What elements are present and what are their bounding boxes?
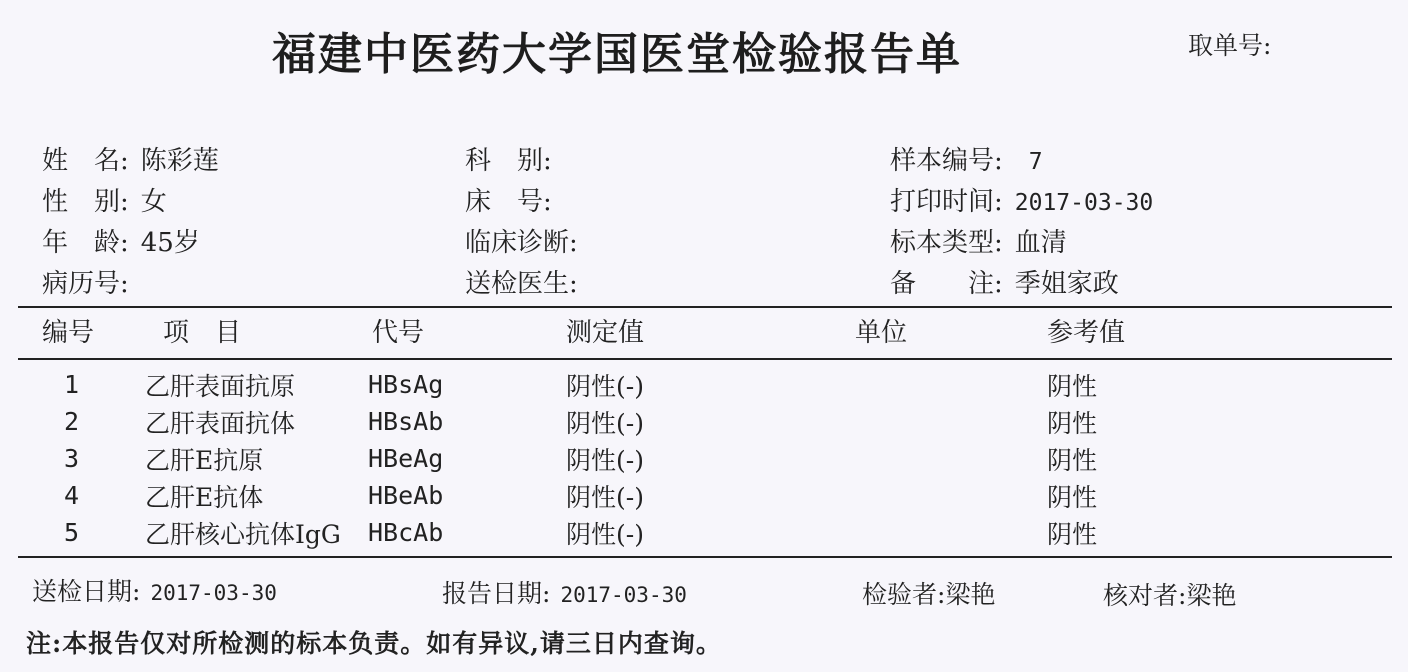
sample-type: 血清	[1014, 228, 1067, 258]
submit-date-field	[32, 572, 277, 608]
submit-date: 2017-03-30	[150, 581, 277, 605]
row-code: HBcAb	[368, 518, 444, 547]
checker-name: 梁艳	[1186, 581, 1237, 610]
patient-sex: 女	[140, 187, 167, 217]
row-value: 阴性(-)	[566, 483, 644, 512]
print-time-label: 打印时间:	[890, 187, 1003, 217]
header-reference: 参考值	[1047, 318, 1126, 348]
checker-label: 核对者:	[1103, 581, 1187, 610]
tester-field	[862, 575, 995, 611]
report-title: 福建中医药大学国医堂检验报告单	[272, 29, 962, 80]
row-item: 乙肝表面抗体	[145, 409, 296, 438]
clinical-diagnosis-label: 临床诊断:	[465, 228, 578, 258]
row-item: 乙肝表面抗原	[145, 372, 296, 401]
bed-number-label: 床 号:	[465, 187, 552, 217]
row-code: HBeAg	[368, 444, 444, 473]
patient-sex-label: 性 别:	[42, 187, 129, 217]
row-code: HBsAb	[368, 407, 444, 436]
print-time-field	[890, 181, 1153, 218]
patient-age-label: 年 龄:	[42, 228, 129, 258]
medical-record-field	[42, 263, 129, 300]
sample-type-label: 标本类型:	[890, 228, 1003, 258]
patient-name-label: 姓 名:	[42, 146, 129, 176]
sample-number: 7	[1028, 149, 1043, 175]
tester-name: 梁艳	[945, 580, 996, 609]
row-reference: 阴性	[1047, 520, 1098, 549]
row-number: 3	[64, 444, 80, 473]
medical-record-label: 病历号:	[42, 269, 129, 299]
pickup-number-label: 取单号:	[1188, 31, 1272, 60]
patient-age: 45岁	[140, 228, 200, 258]
header-value: 测定值	[566, 318, 645, 348]
patient-age-field	[42, 222, 200, 259]
department-label: 科 别:	[465, 146, 552, 176]
referring-doctor-label: 送检医生:	[465, 269, 578, 299]
row-reference: 阴性	[1047, 372, 1098, 401]
row-value: 阴性(-)	[566, 409, 644, 438]
header-code: 代号	[372, 318, 425, 348]
patient-name: 陈彩莲	[140, 146, 219, 176]
row-item: 乙肝E抗体	[145, 483, 264, 512]
patient-sex-field	[42, 181, 167, 218]
remark-field	[890, 263, 1119, 300]
sample-number-field	[890, 140, 1043, 177]
header-item: 项 目	[163, 318, 242, 348]
sample-type-field	[890, 222, 1067, 259]
row-reference: 阴性	[1047, 483, 1098, 512]
sample-number-label: 样本编号:	[890, 146, 1003, 176]
remark-label: 备 注:	[890, 269, 1003, 299]
row-number: 2	[64, 407, 80, 436]
print-time: 2017-03-30	[1014, 190, 1154, 216]
report-date-field	[442, 574, 687, 610]
report-date-label: 报告日期:	[442, 579, 551, 608]
disclaimer-note: 注:本报告仅对所检测的标本负责。如有异议,请三日内查询。	[26, 629, 722, 658]
row-reference: 阴性	[1047, 446, 1098, 475]
remark: 季姐家政	[1014, 269, 1119, 299]
submit-date-label: 送检日期:	[32, 577, 141, 606]
table-header-rule	[18, 358, 1392, 360]
header-number: 编号	[42, 318, 95, 348]
tester-label: 检验者:	[862, 580, 946, 609]
row-value: 阴性(-)	[566, 520, 644, 549]
row-number: 4	[64, 481, 80, 510]
row-value: 阴性(-)	[566, 446, 644, 475]
row-code: HBsAg	[368, 370, 444, 399]
report-date: 2017-03-30	[560, 583, 687, 607]
row-reference: 阴性	[1047, 409, 1098, 438]
row-value: 阴性(-)	[566, 372, 644, 401]
row-number: 5	[64, 518, 80, 547]
table-bottom-rule	[18, 556, 1392, 558]
table-top-rule	[18, 306, 1392, 308]
patient-name-field	[42, 140, 219, 177]
row-code: HBeAb	[368, 481, 444, 510]
header-unit: 单位	[855, 318, 908, 348]
row-item: 乙肝核心抗体IgG	[145, 520, 341, 549]
row-number: 1	[64, 370, 80, 399]
checker-field	[1103, 576, 1236, 612]
row-item: 乙肝E抗原	[145, 446, 264, 475]
